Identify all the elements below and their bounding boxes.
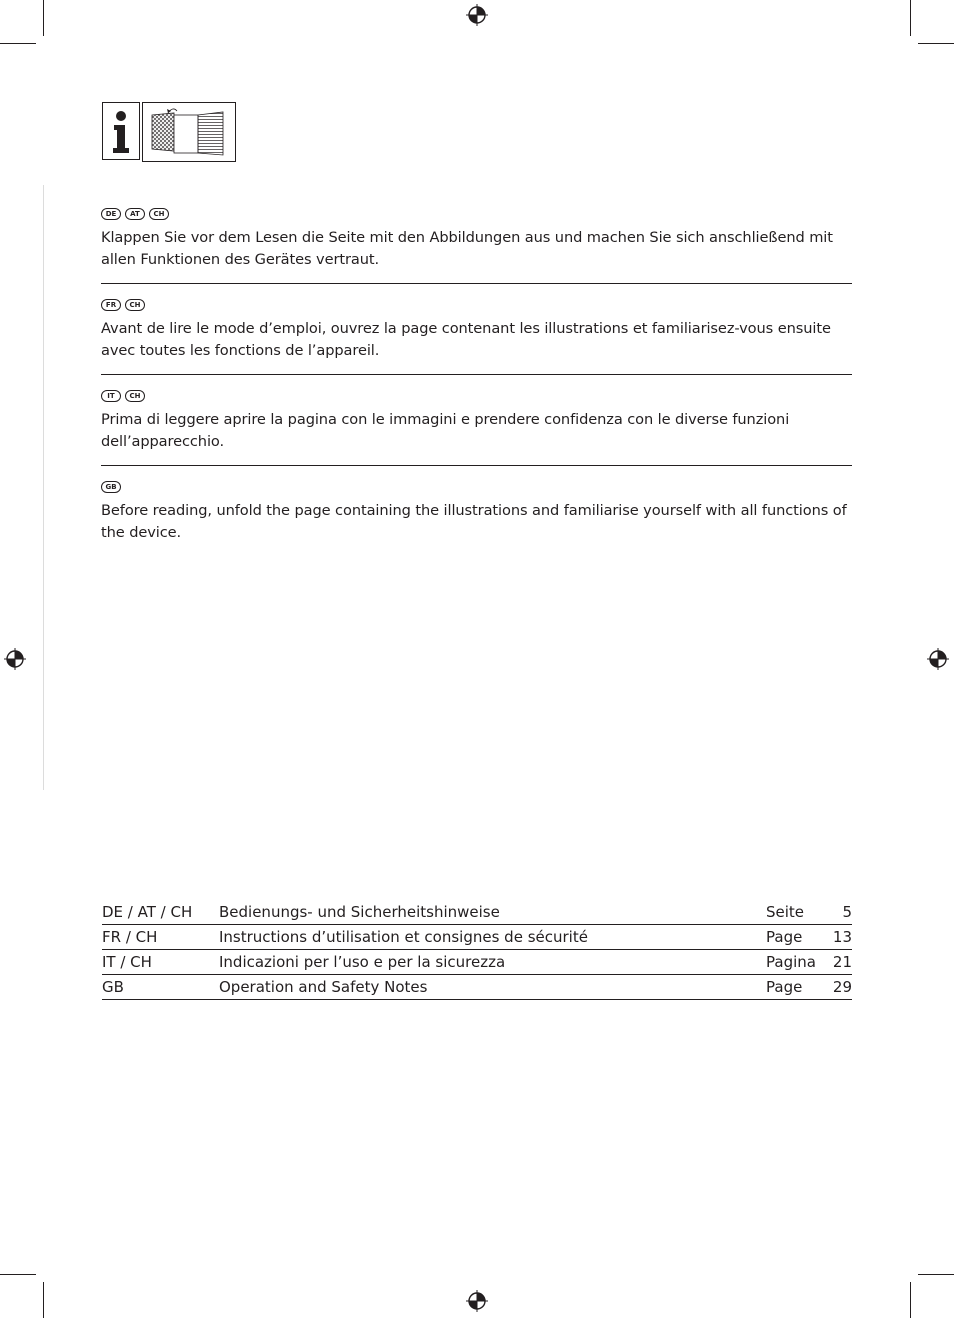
table-row [102,925,852,950]
margin-rule [43,185,44,790]
instruction-text: Avant de lire le mode d’emploi, ouvrez la page contenant les illustrations et familiarisez-vous ensuite avec toutes les fonctions de l’appareil. [101,320,831,359]
crop-mark [43,0,44,36]
info-icon [102,102,140,160]
instruction-section-gb [101,480,852,544]
toc-title: Indicazioni per l’uso e per la sicurezza [219,950,766,975]
toc-page-number: 29 [828,975,852,1000]
registration-mark-icon [466,4,488,26]
toc-page-number: 13 [828,925,852,950]
toc-language: IT / CH [102,950,219,975]
crop-mark [910,1282,911,1318]
toc-page-number: 21 [828,950,852,975]
crop-mark [0,43,36,44]
toc-page-number: 5 [828,900,852,925]
language-badge: AT [125,208,145,220]
language-badge: CH [125,299,145,311]
language-badge: DE [101,208,121,220]
crop-mark [0,1274,36,1275]
toc-title: Instructions d’utilisation et consignes de sécurité [219,925,766,950]
instruction-text: Klappen Sie vor dem Lesen die Seite mit den Abbildungen aus und machen Sie sich anschließend mit allen Funktionen des Gerätes vertraut. [101,229,833,268]
crop-mark [918,1274,954,1275]
instruction-text: Prima di leggere aprire la pagina con le immagini e prendere confidenza con le diverse funzioni dell’apparecchio. [101,411,790,450]
instruction-section-de [101,207,852,271]
language-badge: CH [149,208,169,220]
instruction-section-it [101,389,852,453]
language-badge: CH [125,390,145,402]
toc-language: FR / CH [102,925,219,950]
table-row [102,975,852,1000]
table-of-contents [102,900,852,1000]
toc-title: Bedienungs- und Sicherheitshinweise [219,900,766,925]
registration-mark-icon [4,648,26,670]
language-badge: GB [101,481,121,493]
table-row [102,950,852,975]
instruction-text: Before reading, unfold the page containing the illustrations and familiarise yourself with all functions of the device. [101,502,847,541]
instruction-section-fr [101,298,852,362]
toc-page-word: Page [766,925,828,950]
section-divider [101,374,852,375]
crop-mark [918,43,954,44]
language-badge: FR [101,299,121,311]
toc-language: DE / AT / CH [102,900,219,925]
language-badges [101,389,852,403]
registration-mark-icon [927,648,949,670]
toc-title: Operation and Safety Notes [219,975,766,1000]
language-badge: IT [101,390,121,402]
toc-page-word: Pagina [766,950,828,975]
toc-page-word: Seite [766,900,828,925]
crop-mark [910,0,911,36]
crop-mark [43,1282,44,1318]
language-badges [101,298,852,312]
language-badges [101,207,852,221]
section-divider [101,465,852,466]
language-badges [101,480,852,494]
table-row [102,900,852,925]
unfold-page-icon [142,102,236,162]
toc-language: GB [102,975,219,1000]
toc-page-word: Page [766,975,828,1000]
section-divider [101,283,852,284]
registration-mark-icon [466,1290,488,1312]
